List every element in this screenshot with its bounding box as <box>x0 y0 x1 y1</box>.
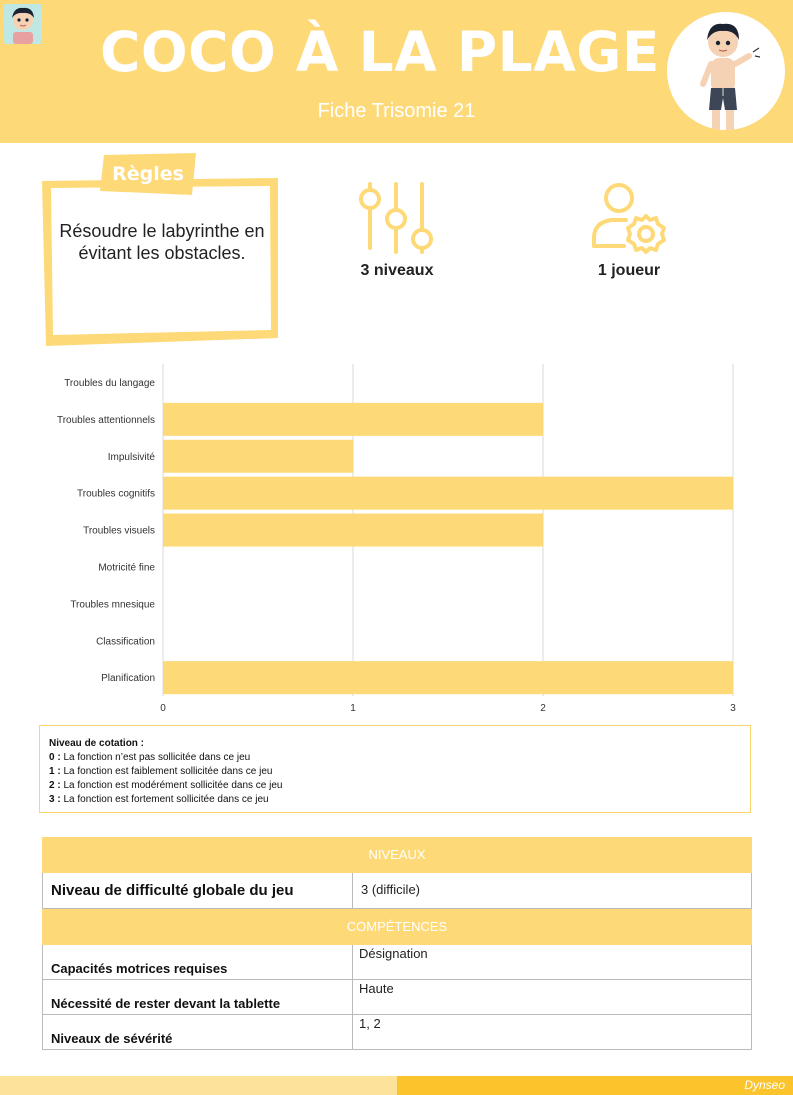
category-label: Planification <box>101 673 155 685</box>
tablet-need-value: Haute <box>359 981 394 996</box>
rules-text: Résoudre le labyrinthe en évitant les obstacles. <box>59 221 265 263</box>
category-label: Troubles attentionnels <box>56 414 155 426</box>
table-row <box>42 945 752 980</box>
category-label: Impulsivité <box>107 451 155 463</box>
category-label: Troubles mnesique <box>70 599 155 611</box>
motor-skills-value: Désignation <box>359 946 428 961</box>
tablet-need-label: Nécessité de rester devant la tablette <box>43 980 353 1014</box>
motor-skills-label: Capacités motrices requises <box>43 945 353 979</box>
x-tick-label: 2 <box>540 703 546 715</box>
category-label: Classification <box>96 636 155 648</box>
footer-bar-left <box>0 1076 397 1095</box>
levels-header: NIVEAUX <box>42 837 752 873</box>
legend-item: 0 : La fonction n’est pas sollicitée dans ce jeu <box>49 752 251 763</box>
category-label: Motricité fine <box>98 562 155 574</box>
table-row <box>42 980 752 1015</box>
x-tick-label: 1 <box>350 703 356 715</box>
sliders-icon <box>358 182 436 258</box>
levels-count: 3 niveaux <box>360 262 434 279</box>
info-table <box>42 837 752 1050</box>
bar-4 <box>163 514 543 547</box>
rules-title: Règles <box>112 163 184 185</box>
legend-item: 1 : La fonction est faiblement sollicitée dans ce jeu <box>49 766 273 777</box>
user-settings-icon <box>590 182 668 258</box>
page-title: COCO À LA PLAGE <box>100 20 660 84</box>
page-subtitle: Fiche Trisomie 21 <box>317 100 476 122</box>
brand-logo: Dynseo <box>744 1078 785 1092</box>
character-illustration <box>667 12 785 130</box>
severity-label: Niveaux de sévérité <box>43 1015 353 1049</box>
bar-1 <box>163 403 543 436</box>
difficulty-label: Niveau de difficulté globale du jeu <box>43 873 353 908</box>
skills-bar-chart <box>0 360 793 720</box>
table-row <box>42 873 752 909</box>
category-label: Troubles cognitifs <box>77 488 155 500</box>
skills-header: COMPÉTENCES <box>42 909 752 945</box>
players-count: 1 joueur <box>597 262 661 279</box>
legend-item: 2 : La fonction est modérément sollicitée dans ce jeu <box>49 780 283 791</box>
table-row <box>42 1015 752 1050</box>
x-tick-label: 3 <box>730 703 736 715</box>
legend-item: 3 : La fonction est fortement sollicitée dans ce jeu <box>49 794 269 805</box>
bar-2 <box>163 440 353 473</box>
bar-8 <box>163 661 733 694</box>
category-label: Troubles du langage <box>64 377 155 389</box>
severity-value: 1, 2 <box>359 1016 381 1031</box>
bar-3 <box>163 477 733 510</box>
footer-bar-right <box>397 1076 793 1095</box>
category-label: Troubles visuels <box>83 525 155 537</box>
rating-legend <box>39 725 751 813</box>
difficulty-value: 3 (difficile) <box>361 882 421 897</box>
legend-title: Niveau de cotation : <box>49 738 145 749</box>
x-tick-label: 0 <box>160 703 166 715</box>
